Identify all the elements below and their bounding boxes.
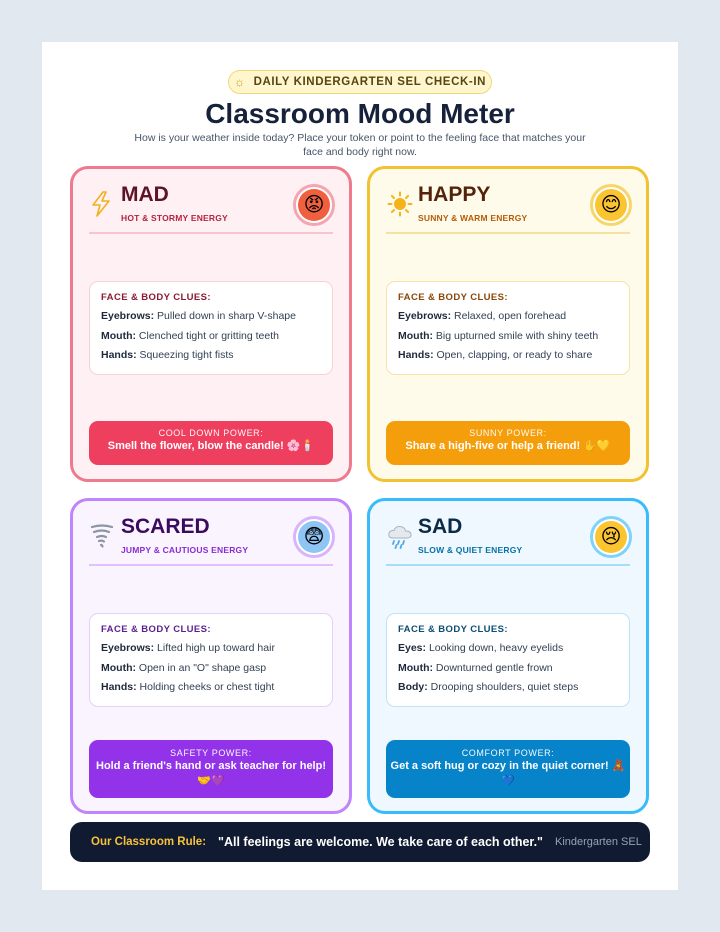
clue-item: Eyebrows: Lifted high up toward hair <box>101 642 275 654</box>
clue-item: Mouth: Open in an "O" shape gasp <box>101 661 267 674</box>
fearful-face-icon[interactable]: 😨 <box>293 516 335 558</box>
power-label: SUNNY POWER: <box>469 428 547 438</box>
lightning-icon <box>90 191 112 223</box>
classroom-rule-footer <box>70 822 650 862</box>
safety-power-box <box>89 740 333 798</box>
tornado-icon <box>90 523 114 555</box>
card-subtitle: JUMPY & CAUTIOUS ENERGY <box>121 545 249 555</box>
clues-heading: FACE & BODY CLUES: <box>398 292 508 303</box>
clue-item: Mouth: Downturned gentle frown <box>398 661 553 674</box>
cool-down-power-box <box>89 421 333 465</box>
check-in-badge <box>228 70 492 94</box>
mood-card-sad[interactable] <box>367 498 649 814</box>
angry-face-icon[interactable]: 😡 <box>293 184 335 226</box>
divider <box>89 232 333 234</box>
card-title: SAD <box>418 515 463 538</box>
card-header <box>370 501 646 567</box>
clues-box <box>386 281 630 375</box>
clue-item: Hands: Open, clapping, or ready to share <box>398 349 593 361</box>
rain-cloud-icon <box>387 523 413 555</box>
power-label: COMFORT POWER: <box>461 748 555 758</box>
mood-card-scared[interactable] <box>70 498 352 814</box>
smiling-face-icon[interactable]: 😊 <box>590 184 632 226</box>
clue-item: Eyebrows: Pulled down in sharp V-shape <box>101 310 296 322</box>
clues-heading: FACE & BODY CLUES: <box>398 624 508 635</box>
power-text: Share a high-five or help a friend! ✋💛 <box>405 440 611 452</box>
card-header <box>73 169 349 235</box>
clues-box <box>89 281 333 375</box>
clues-heading: FACE & BODY CLUES: <box>101 292 211 303</box>
footer-tag: Kindergarten SEL <box>554 836 642 848</box>
clue-item: Body: Drooping shoulders, quiet steps <box>398 681 579 693</box>
divider <box>89 564 333 566</box>
sun-icon: ☼ <box>233 75 246 89</box>
card-subtitle: HOT & STORMY ENERGY <box>121 213 228 223</box>
card-subtitle: SLOW & QUIET ENERGY <box>418 545 523 555</box>
comfort-power-box <box>386 740 630 798</box>
crying-face-icon[interactable]: 😢 <box>590 516 632 558</box>
card-title: MAD <box>121 183 169 206</box>
power-text: Hold a friend's hand or ask teacher for help! 🤝💜 <box>96 760 326 787</box>
clues-heading: FACE & BODY CLUES: <box>101 624 211 635</box>
power-text: Get a soft hug or cozy in the quiet corner! 🧸💙 <box>390 760 626 787</box>
sun-icon <box>387 191 413 223</box>
card-subtitle: SUNNY & WARM ENERGY <box>418 213 528 223</box>
power-label: SAFETY POWER: <box>170 748 252 758</box>
worksheet-page <box>42 42 678 890</box>
badge-text: DAILY KINDERGARTEN SEL CHECK-IN <box>253 76 487 88</box>
mood-card-happy[interactable] <box>367 166 649 482</box>
divider <box>386 564 630 566</box>
card-title: SCARED <box>121 515 210 538</box>
power-text: Smell the flower, blow the candle! 🌸🕯️ <box>107 440 315 452</box>
mood-card-mad[interactable] <box>70 166 352 482</box>
clues-box <box>89 613 333 707</box>
divider <box>386 232 630 234</box>
card-header <box>370 169 646 235</box>
footer-quote: "All feelings are welcome. We take care of each other." <box>218 835 543 849</box>
power-label: COOL DOWN POWER: <box>158 428 264 438</box>
clue-item: Eyes: Looking down, heavy eyelids <box>398 642 564 654</box>
card-header <box>73 501 349 567</box>
clues-box <box>386 613 630 707</box>
clue-item: Hands: Holding cheeks or chest tight <box>101 681 275 693</box>
page-subtitle: How is your weather inside today? Place your token or point to the feeling face that matches your face and body right now. <box>134 132 586 158</box>
clue-item: Mouth: Clenched tight or gritting teeth <box>101 329 279 342</box>
clue-item: Eyebrows: Relaxed, open forehead <box>398 310 567 322</box>
clue-item: Mouth: Big upturned smile with shiny teeth <box>398 329 599 342</box>
card-title: HAPPY <box>418 183 491 206</box>
footer-label: Our Classroom Rule: <box>91 836 207 848</box>
page-title: Classroom Mood Meter <box>205 98 515 129</box>
sunny-power-box <box>386 421 630 465</box>
clue-item: Hands: Squeezing tight fists <box>101 349 234 361</box>
